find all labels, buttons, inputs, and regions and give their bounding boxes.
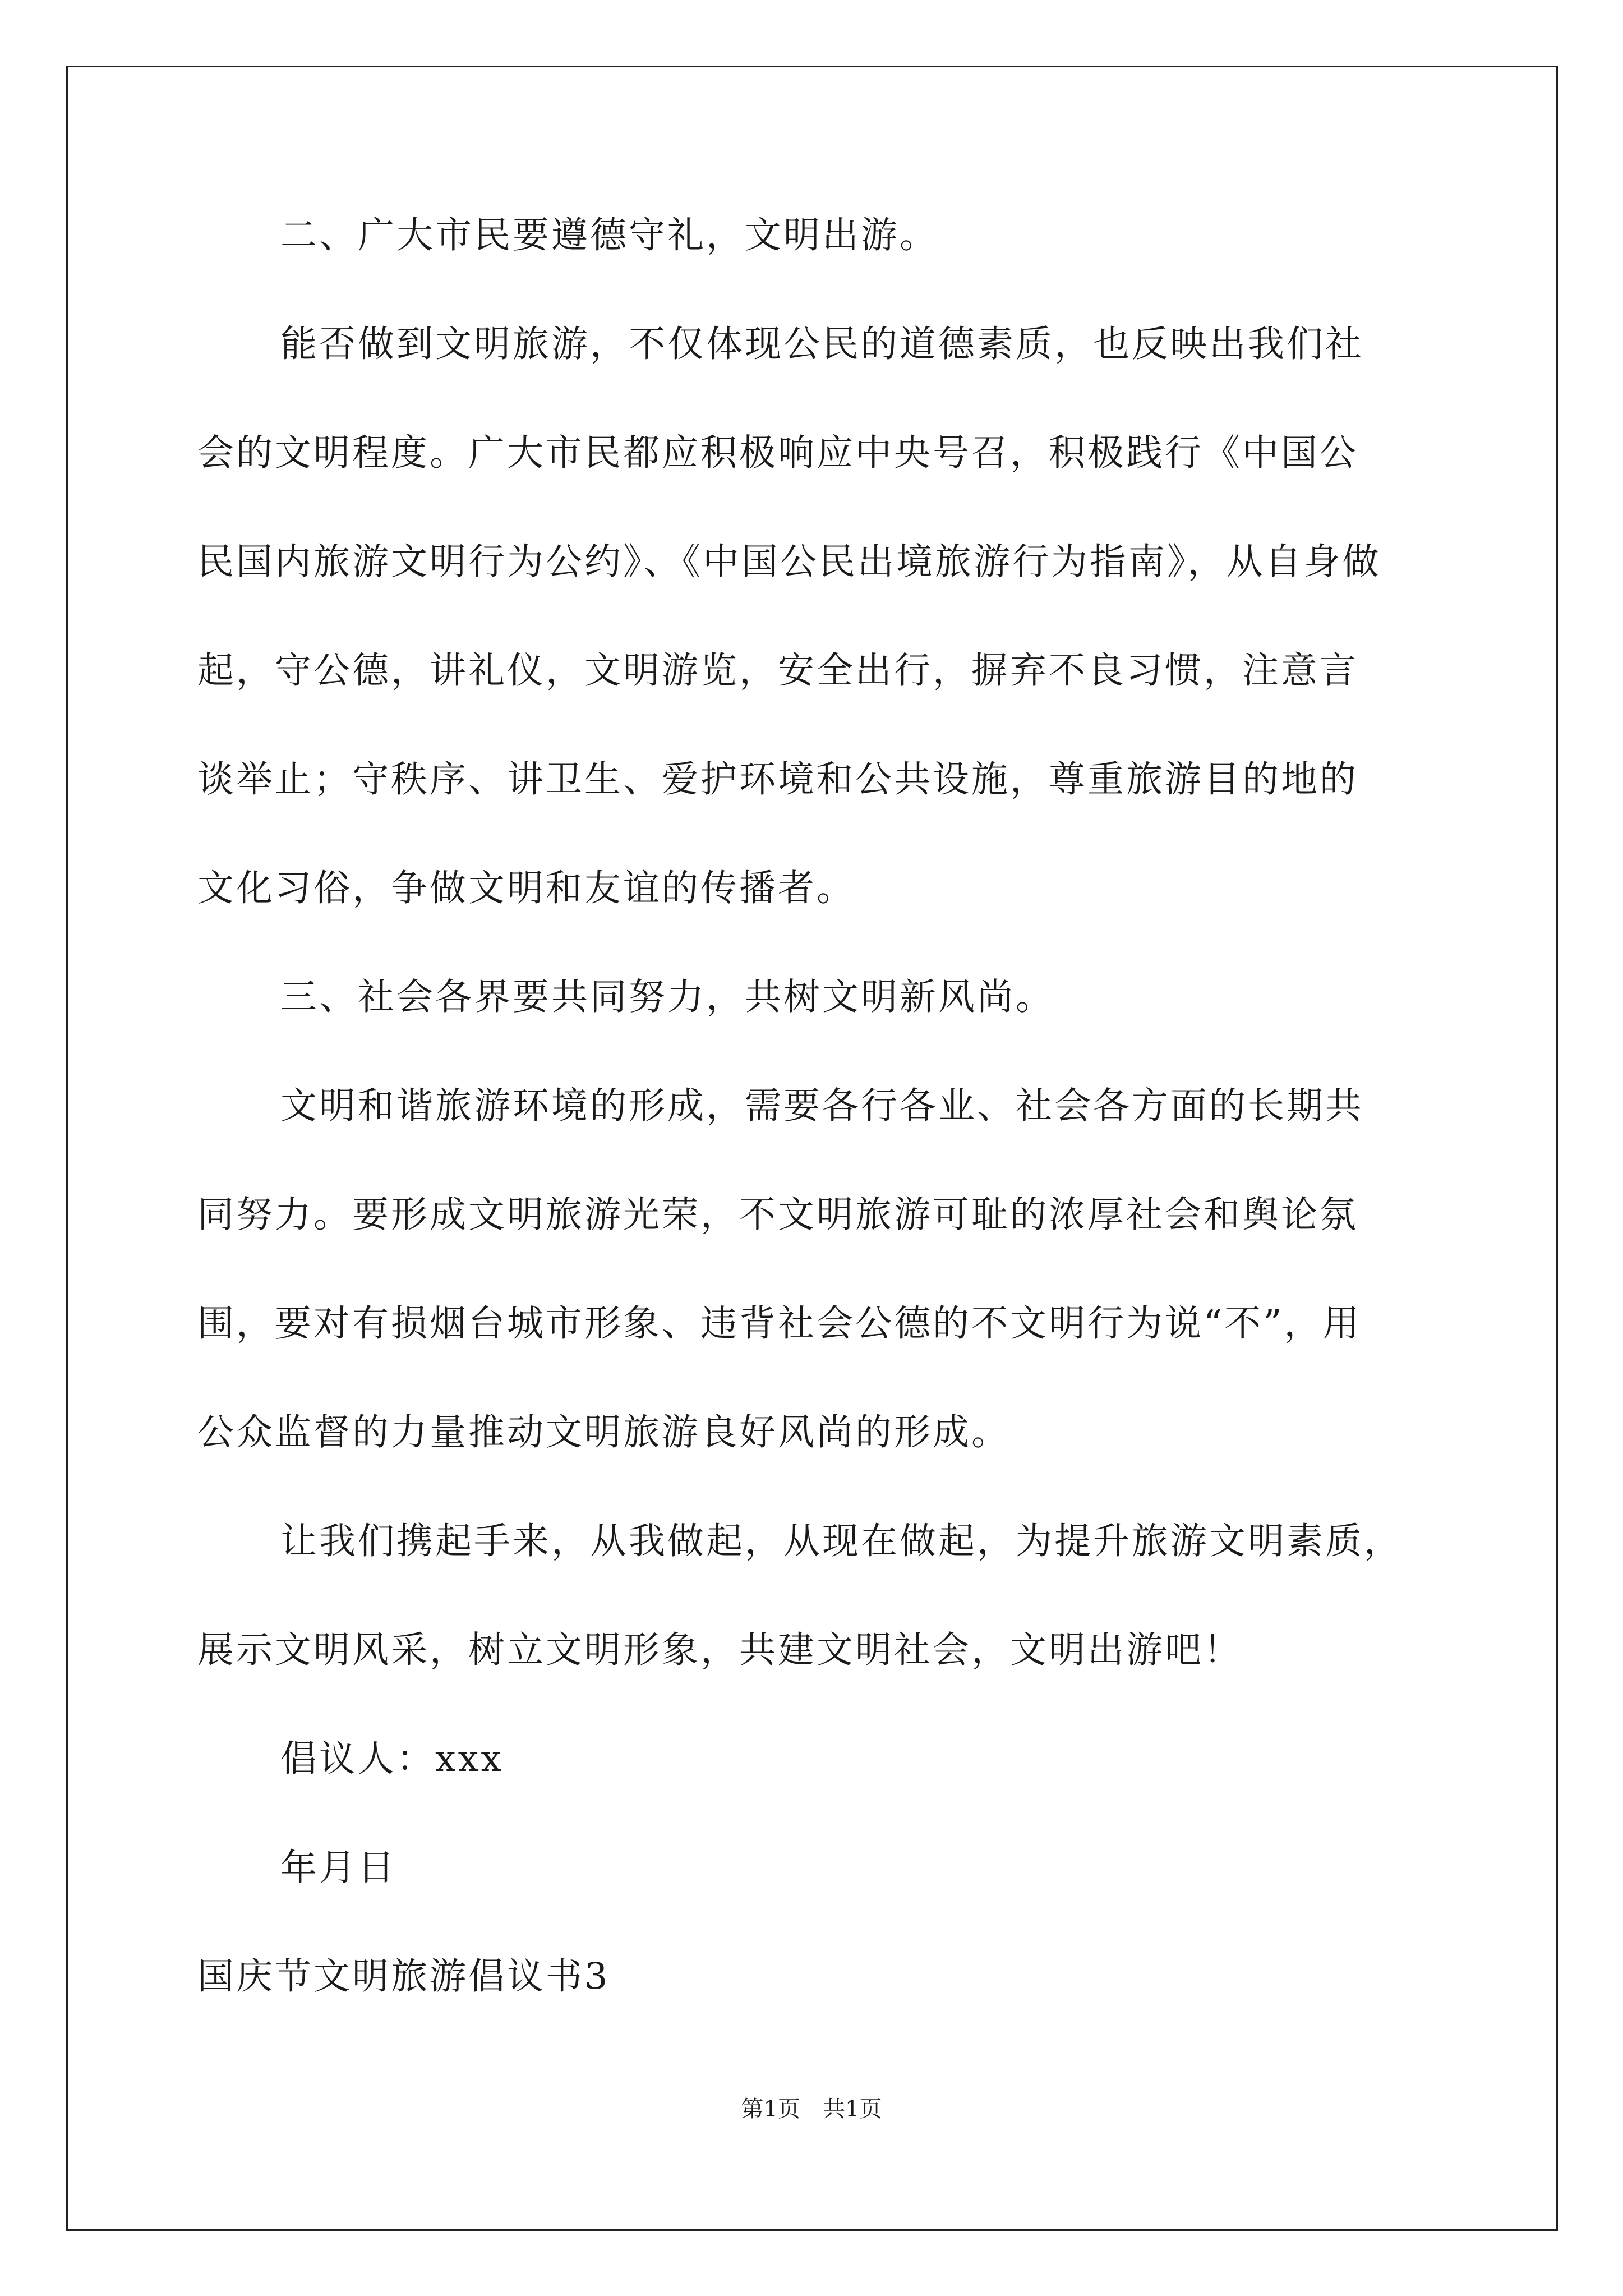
- page-number-footer: 第1页 共1页: [741, 2096, 882, 2122]
- paragraph-line: 谈举止；守秩序、讲卫生、爱护环境和公共设施，尊重旅游目的地的: [197, 758, 1359, 800]
- signatory: 倡议人：xxx: [280, 1738, 504, 1780]
- page-border: [66, 66, 1558, 2231]
- paragraph-line: 会的文明程度。广大市民都应积极响应中央号召，积极践行《中国公: [197, 432, 1359, 474]
- paragraph-line: 文明和谐旅游环境的形成，需要各行各业、社会各方面的长期共: [280, 1085, 1364, 1127]
- heading-section-3: 三、社会各界要共同努力，共树文明新风尚。: [280, 976, 1055, 1018]
- paragraph-line: 同努力。要形成文明旅游光荣，不文明旅游可耻的浓厚社会和舆论氛: [197, 1194, 1359, 1236]
- heading-section-2: 二、广大市民要遵德守礼，文明出游。: [280, 214, 939, 256]
- next-document-title: 国庆节文明旅游倡议书3: [197, 1955, 610, 1998]
- date-line: 年月日: [280, 1847, 397, 1889]
- paragraph-line: 能否做到文明旅游，不仅体现公民的道德素质，也反映出我们社: [280, 323, 1364, 365]
- paragraph-line: 展示文明风采，树立文明形象，共建文明社会，文明出游吧！: [197, 1629, 1243, 1671]
- paragraph-line: 公众监督的力量推动文明旅游良好风尚的形成。: [197, 1411, 1011, 1453]
- paragraph-line: 让我们携起手来，从我做起，从现在做起，为提升旅游文明素质，: [280, 1520, 1403, 1562]
- paragraph-line: 民国内旅游文明行为公约》、《中国公民出境旅游行为指南》，从自身做: [197, 541, 1381, 583]
- paragraph-line: 文化习俗，争做文明和友谊的传播者。: [197, 867, 856, 909]
- paragraph-line: 起，守公德，讲礼仪，文明游览，安全出行，摒弃不良习惯，注意言: [197, 650, 1359, 692]
- paragraph-line: 围，要对有损烟台城市形象、违背社会公德的不文明行为说“不”，用: [197, 1303, 1362, 1345]
